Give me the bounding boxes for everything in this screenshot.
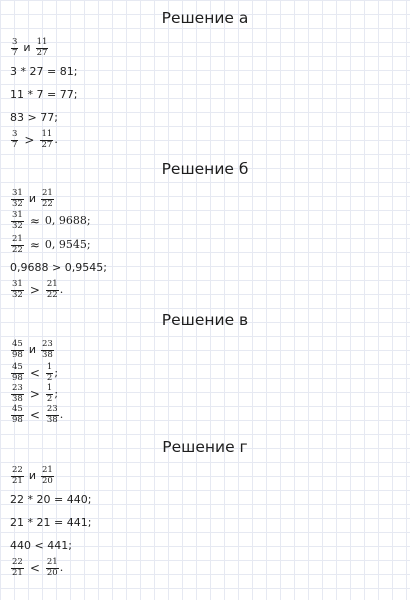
- compare-line: [10, 38, 49, 58]
- compare-line: [10, 189, 55, 209]
- result-line: [10, 280, 63, 300]
- compare-line: [10, 466, 55, 486]
- fraction: $\frac{45}{98}$: [12, 339, 23, 360]
- approx-line: [10, 235, 91, 255]
- fraction: $\frac{45}{98}$: [12, 404, 23, 425]
- fraction: $\frac{1}{2}$: [46, 383, 53, 404]
- relation-symbol: <: [29, 366, 40, 380]
- relation-symbol: ≈: [29, 238, 40, 252]
- approx-line: [10, 211, 91, 231]
- section-a: [0, 6, 410, 30]
- equation-line: 440 < 441;: [10, 539, 72, 552]
- equation-line: 21 * 21 = 441;: [10, 516, 92, 529]
- fraction: $\frac{23}{38}$: [12, 383, 23, 404]
- equation-line: 0,9688 > 0,9545;: [10, 261, 107, 274]
- result-line: [10, 130, 58, 150]
- fraction: $\frac{3}{7}$: [12, 129, 18, 150]
- punctuation: ;: [54, 387, 59, 400]
- section-g: [0, 435, 410, 459]
- result-line: [10, 558, 63, 578]
- relation-symbol: <: [29, 408, 40, 422]
- fraction: $\frac{21}{20}$: [41, 465, 53, 486]
- relation-symbol: >: [29, 387, 40, 401]
- fraction: $\frac{1}{2}$: [46, 362, 53, 383]
- fraction: $\frac{11}{27}$: [41, 129, 53, 150]
- punctuation: .: [59, 283, 64, 296]
- conjunction: и: [23, 41, 31, 54]
- fraction: $\frac{45}{98}$: [12, 362, 23, 383]
- section-title: Решение в: [161, 311, 249, 329]
- section-title: Решение а: [161, 9, 249, 27]
- conjunction: и: [28, 192, 36, 205]
- conjunction: и: [28, 343, 36, 356]
- fraction: $\frac{21}{22}$: [46, 279, 58, 300]
- relation-symbol: >: [24, 133, 35, 147]
- section-title: Решение г: [162, 438, 248, 456]
- approx-value: 0, 9688;: [44, 214, 91, 227]
- conjunction: и: [28, 469, 36, 482]
- fraction: $\frac{23}{38}$: [46, 404, 58, 425]
- equation-line: 11 * 7 = 77;: [10, 88, 78, 101]
- fraction: $\frac{21}{20}$: [46, 557, 58, 578]
- section-b: [0, 157, 410, 181]
- approx-value: 0, 9545;: [44, 238, 91, 251]
- relation-symbol: ≈: [29, 214, 40, 228]
- equation-line: 83 > 77;: [10, 111, 58, 124]
- fraction: $\frac{31}{32}$: [12, 210, 23, 231]
- result-line: [10, 405, 63, 425]
- punctuation: .: [59, 561, 64, 574]
- punctuation: ;: [54, 366, 59, 379]
- relation-symbol: <: [29, 561, 40, 575]
- fraction: $\frac{31}{32}$: [12, 279, 23, 300]
- fraction: $\frac{21}{22}$: [12, 234, 23, 255]
- inequality-line: [10, 363, 58, 383]
- relation-symbol: >: [29, 283, 40, 297]
- punctuation: .: [54, 133, 58, 146]
- equation-line: 3 * 27 = 81;: [10, 65, 78, 78]
- section-v: [0, 308, 410, 332]
- section-title: Решение б: [161, 160, 249, 178]
- equation-line: 22 * 20 = 440;: [10, 493, 92, 506]
- fraction: $\frac{11}{27}$: [36, 37, 48, 58]
- fraction: $\frac{22}{21}$: [12, 465, 23, 486]
- fraction: $\frac{3}{7}$: [12, 37, 18, 58]
- fraction: $\frac{22}{21}$: [12, 557, 23, 578]
- punctuation: .: [59, 408, 64, 421]
- fraction: $\frac{23}{38}$: [41, 339, 53, 360]
- fraction: $\frac{31}{32}$: [12, 188, 23, 209]
- fraction: $\frac{21}{22}$: [41, 188, 53, 209]
- inequality-line: [10, 384, 58, 404]
- compare-line: [10, 340, 55, 360]
